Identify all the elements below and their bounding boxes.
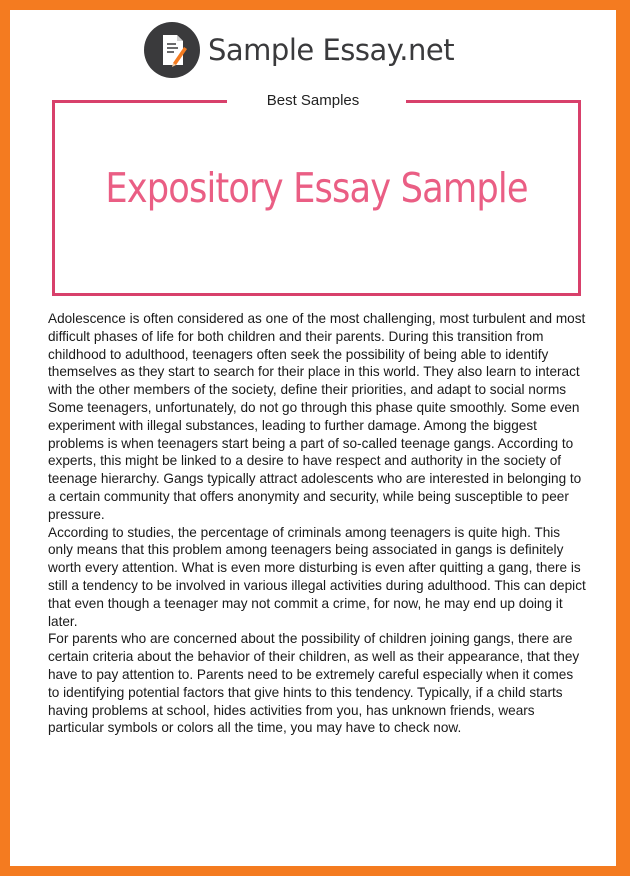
- essay-paragraph: For parents who are concerned about the possibility of children joining gangs, there are certain criteria about the behavior of their children, as well as their appearance, that they have to pay attention to. Parents need to be extremely careful especially when it comes to identifying potential factors that give hints to this tendency. Typically, if a child starts having problems at school, hides activities from you, has unknown friends, wears particular symbols or colors all the time, you may have to check now.: [48, 631, 580, 736]
- essay-paragraph: Some teenagers, unfortunately, do not go through this phase quite smoothly. Some even experiment with illegal substances, leading to further damage. Among the biggest problems is when teenagers start being a part of so-called teenage gangs. According to experts, this might be linked to a desire to have respect and authority in the society of teenage hierarchy. Gangs typically attract adolescents who are interested in belonging to a certain community that offers anonymity and security, while being susceptible to peer pressure.: [48, 399, 582, 522]
- essay-paragraph: Adolescence is often considered as one of the most challenging, most turbulent and most difficult phases of life for both children and their parents. During this transition from childhood to adulthood, teenagers often seek the possibility of being able to identify themselves as they start to search for their place in this world. They also learn to interact with the other members of the society, define their priorities, and adapt to social norms: [48, 311, 586, 398]
- title-frame: [52, 100, 581, 296]
- document-page: [10, 10, 616, 866]
- page-title: Expository Essay Sample: [105, 164, 528, 212]
- brand-header: [144, 20, 454, 80]
- essay-body: [48, 310, 588, 737]
- document-pencil-icon: [144, 22, 200, 78]
- essay-paragraph: According to studies, the percentage of criminals among teenagers is quite high. This only means that this problem among teenagers being associated in gangs is definitely worth every attention. What is even more disturbing is even after quitting a gang, there is still a tendency to be involved in various illegal activities during adulthood. This can depict that even though a teenager may not commit a crime, for now, he may end up doing it later.: [48, 524, 586, 629]
- tagline: Best Samples: [266, 92, 360, 109]
- brand-name: Sample Essay.net: [208, 33, 455, 67]
